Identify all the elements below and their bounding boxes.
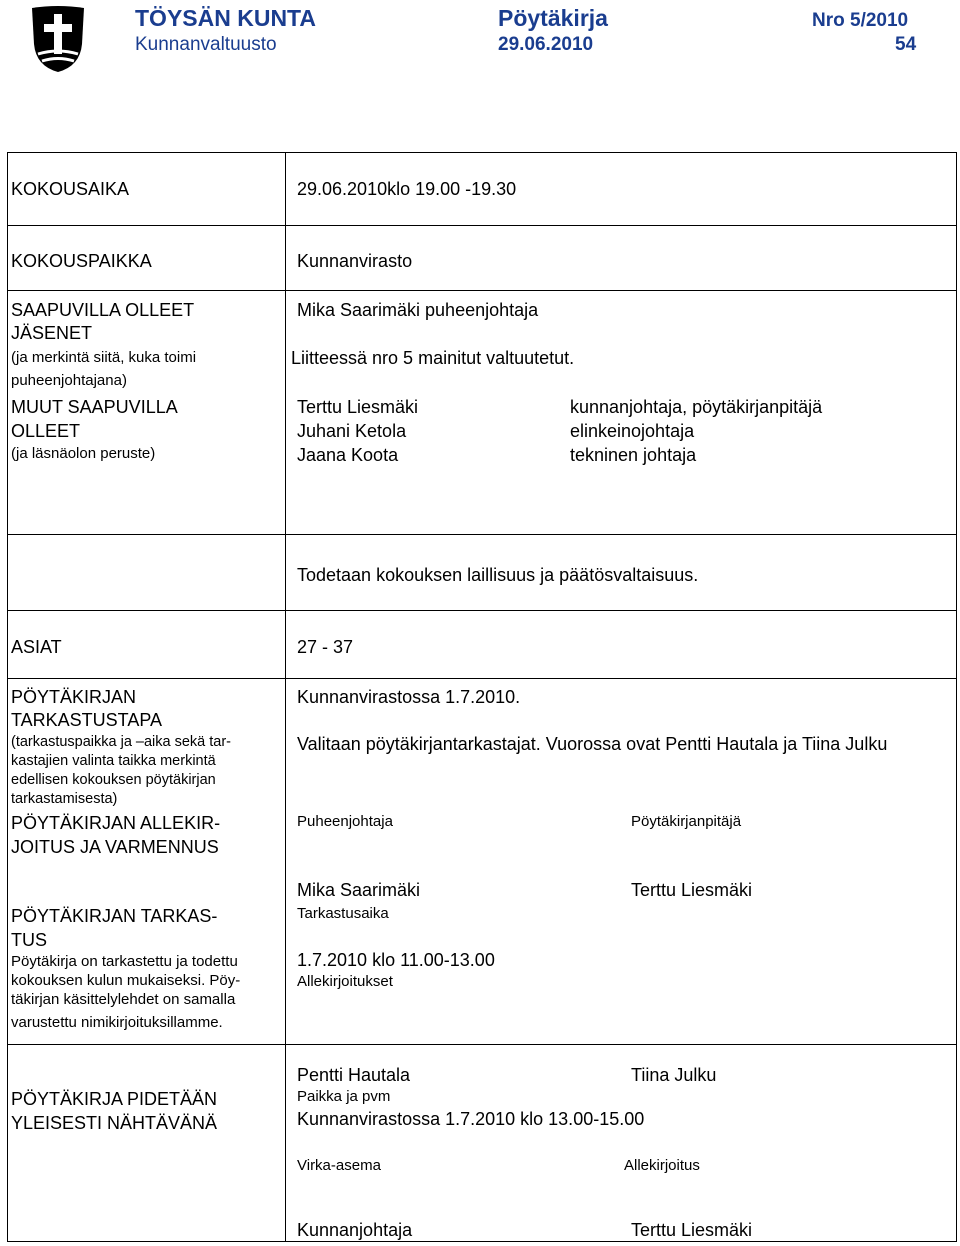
- items-label: ASIAT: [11, 637, 62, 657]
- doc-number: Nro 5/2010: [812, 10, 909, 31]
- column-divider: [285, 152, 286, 1242]
- members-present-note: puheenjohtajana): [11, 372, 127, 389]
- chair-title: Puheenjohtaja: [297, 813, 393, 830]
- office-label: Virka-asema: [297, 1157, 381, 1174]
- meeting-place-value: Kunnanvirasto: [297, 251, 413, 271]
- members-present-note: (ja merkintä siitä, kuka toimi: [11, 349, 197, 366]
- items-value: 27 - 37: [297, 637, 354, 657]
- reviewer-name: Tiina Julku: [631, 1065, 717, 1085]
- review-place: Kunnanvirastossa 1.7.2010.: [297, 687, 521, 707]
- page-number: 54: [895, 34, 917, 55]
- secretary-name: Terttu Liesmäki: [631, 880, 753, 900]
- public-display-label: PÖYTÄKIRJA PIDETÄÄN: [11, 1089, 218, 1109]
- org-name: TÖYSÄN KUNTA: [135, 5, 317, 31]
- signer-name: Terttu Liesmäki: [631, 1220, 753, 1240]
- person-name: Juhani Ketola: [297, 421, 407, 441]
- review-method-note: kastajien valinta taikka merkintä: [11, 753, 216, 769]
- chair-entry: Mika Saarimäki puheenjohtaja: [297, 300, 539, 320]
- review-note: Pöytäkirja on tarkastettu ja todettu: [11, 953, 238, 970]
- public-display-label: YLEISESTI NÄHTÄVÄNÄ: [11, 1113, 218, 1133]
- person-role: tekninen johtaja: [570, 445, 697, 465]
- row-divider: [7, 534, 957, 535]
- row-divider: [7, 225, 957, 226]
- reviewer-name: Pentti Hautala: [297, 1065, 411, 1085]
- row-divider: [7, 1044, 957, 1045]
- review-note: kokouksen kulun mukaiseksi. Pöy-: [11, 972, 241, 989]
- review-method-note: tarkastamisesta): [11, 791, 118, 807]
- review-method-label: PÖYTÄKIRJAN: [11, 687, 137, 707]
- person-role: elinkeinojohtaja: [570, 421, 695, 441]
- meeting-place-label: KOKOUSPAIKKA: [11, 251, 152, 271]
- members-present-label: JÄSENET: [11, 323, 93, 343]
- review-method-note: edellisen kokouksen pöytäkirjan: [11, 772, 216, 788]
- review-note: varustettu nimikirjoituksillamme.: [11, 1014, 223, 1031]
- review-method-note: (tarkastuspaikka ja –aika sekä tar-: [11, 734, 232, 750]
- signatures-label: Allekirjoitukset: [297, 973, 393, 990]
- signing-label: PÖYTÄKIRJAN ALLEKIR-: [11, 813, 221, 833]
- row-divider: [7, 610, 957, 611]
- others-present-note: (ja läsnäolon peruste): [11, 445, 156, 462]
- review-time-label: Tarkastusaika: [297, 905, 389, 922]
- row-divider: [7, 678, 957, 679]
- reviewers-text: Valitaan pöytäkirjantarkastajat. Vuorossa ovat Pentti Hautala ja Tiina Julku: [297, 734, 888, 754]
- doc-date: 29.06.2010: [498, 34, 594, 55]
- person-name: Terttu Liesmäki: [297, 397, 419, 417]
- meeting-time-label: KOKOUSAIKA: [11, 179, 130, 199]
- chair-name: Mika Saarimäki: [297, 880, 421, 900]
- display-place-value: Kunnanvirastossa 1.7.2010 klo 13.00-15.00: [297, 1109, 645, 1129]
- meeting-time-value: 29.06.2010klo 19.00 -19.30: [297, 179, 517, 199]
- office-value: Kunnanjohtaja: [297, 1220, 413, 1240]
- review-label: PÖYTÄKIRJAN TARKAS-: [11, 906, 218, 926]
- review-time-value: 1.7.2010 klo 11.00-13.00: [297, 950, 495, 970]
- review-label: TUS: [11, 930, 47, 950]
- members-present-label: SAAPUVILLA OLLEET: [11, 300, 195, 320]
- doc-type: Pöytäkirja: [498, 5, 608, 31]
- others-present-label: OLLEET: [11, 421, 81, 441]
- review-note: täkirjan käsittelylehdet on samalla: [11, 991, 236, 1008]
- municipal-crest-icon: [8, 4, 108, 74]
- person-role: kunnanjohtaja, pöytäkirjanpitäjä: [570, 397, 823, 417]
- others-present-label: MUUT SAAPUVILLA: [11, 397, 178, 417]
- appendix-note: Liitteessä nro 5 mainitut valtuutetut.: [291, 348, 575, 368]
- person-name: Jaana Koota: [297, 445, 399, 465]
- body-name: Kunnanvaltuusto: [135, 34, 277, 55]
- display-place-label: Paikka ja pvm: [297, 1088, 391, 1105]
- secretary-title: Pöytäkirjanpitäjä: [631, 813, 742, 830]
- signing-label: JOITUS JA VARMENNUS: [11, 837, 219, 857]
- signature-label: Allekirjoitus: [624, 1157, 700, 1174]
- legality-statement: Todetaan kokouksen laillisuus ja päätösvaltaisuus.: [297, 565, 699, 585]
- review-method-label: TARKASTUSTAPA: [11, 710, 163, 730]
- row-divider: [7, 290, 957, 291]
